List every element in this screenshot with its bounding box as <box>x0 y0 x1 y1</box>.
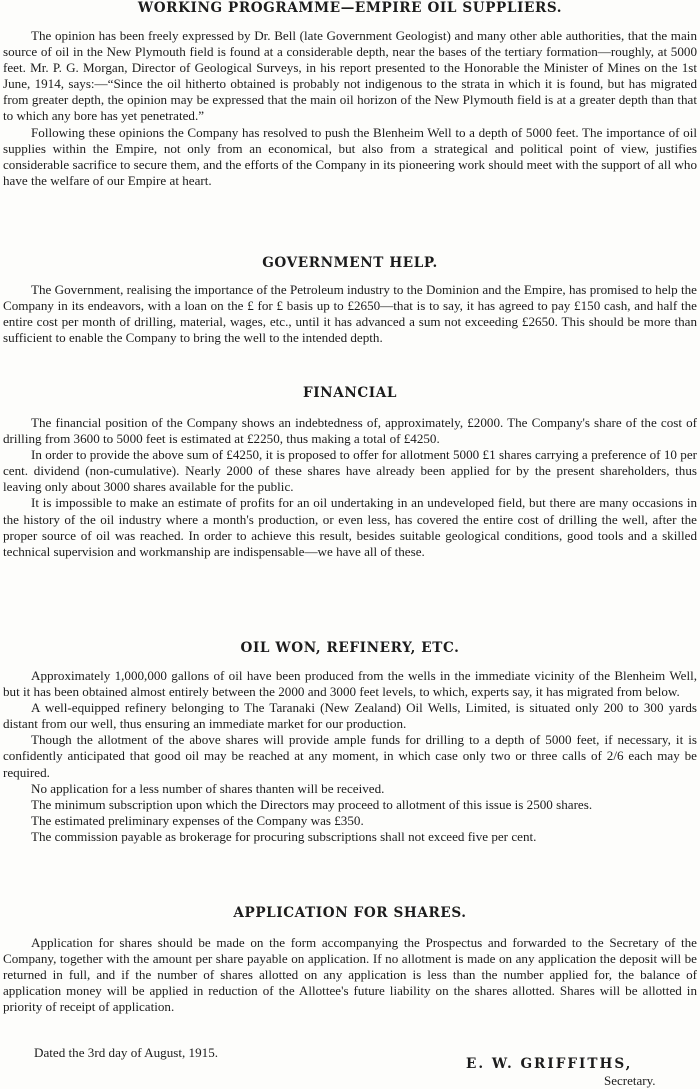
paragraph: The minimum subscription upon which the Directors may proceed to allotment of this issue is 2500 shares. <box>31 796 593 812</box>
paragraph: The commission payable as brokerage for procuring subscriptions shall not exceed five per cent. <box>31 828 537 844</box>
signatory-role: Secretary. <box>604 1073 656 1088</box>
dated-line: Dated the 3rd day of August, 1915. <box>34 1045 219 1060</box>
section-oil-won <box>3 640 697 845</box>
paragraph: No application for a less number of shares thanten will be received. <box>31 780 385 796</box>
signature: E. W. GRIFFITHS, <box>466 1056 633 1072</box>
paragraph: In order to provide the above sum of £4250, it is proposed to offer for allotment 5000 £1 shares carrying a preference of 10 per cent. dividend (non-cumulative). Nearly 2000 of these shares have already been applied for by the present shareholders, thus leaving only about 3000 shares available for the public. <box>3 447 697 495</box>
section-financial <box>3 385 697 560</box>
section-heading: OIL WON, REFINERY, ETC. <box>240 640 460 656</box>
paragraph: Approximately 1,000,000 gallons of oil have been produced from the wells in the immediate vicinity of the Blenheim Well, but it has been obtained almost entirely between the 2000 and 3000 feet levels, to which, experts say, it has migrated from below. <box>3 668 697 700</box>
paragraph: Application for shares should be made on the form accompanying the Prospectus and forwarded to the Secretary of the Company, together with the amount per share payable on application. If no allotment is made on any application the deposit will be returned in full, and if the number of shares allotted on any application is less than the number applied for, the balance of application money will be applied in reduction of the Allottee's future liability on the shares allotted. Shares will be allotted in priority of receipt of application. <box>3 935 697 1015</box>
paragraph: It is impossible to make an estimate of profits for an oil undertaking in an undeveloped field, but there are many occasions in the history of the oil industry where a month's production, or even less, has covered the entire cost of drilling the well, after the proper source of oil was reached. In order to achieve this result, besides suitable geological conditions, good tools and a skilled technical supervision and workmanship are indispensable—we have all of these. <box>3 495 697 559</box>
section-working-programme <box>3 0 697 189</box>
paragraph: The Government, realising the importance of the Petroleum industry to the Dominion and the Empire, has promised to help the Company in its endeavors, with a loan on the £ for £ basis up to £2650—that is to say, it has agreed to pay £150 cash, and half the entire cost per month of drilling, material, wages, etc., until it has advanced a sum not exceeding £2650. This should be more than sufficient to enable the Company to bring the well to the intended depth. <box>3 282 697 346</box>
paragraph: The estimated preliminary expenses of the Company was £350. <box>31 812 364 828</box>
section-application <box>3 905 697 1015</box>
paragraph: The financial position of the Company shows an indebtedness of, approximately, £2000. The Company's share of the cost of drilling from 3600 to 5000 feet is estimated at £2250, thus making a total of £4250. <box>3 415 697 447</box>
section-heading: GOVERNMENT HELP. <box>262 255 438 271</box>
paragraph: Following these opinions the Company has resolved to push the Blenheim Well to a depth of 5000 feet. The importance of oil supplies within the Empire, not only from an economical, but also from a strategical and political point of view, justifies considerable sacrifice to secure them, and the efforts of the Company in its pioneering work should meet with the support of all who have the welfare of our Empire at heart. <box>3 124 697 188</box>
paragraph: The opinion has been freely expressed by Dr. Bell (late Government Geologist) and many other able authorities, that the main source of oil in the New Plymouth field is found at a considerable depth, near the bases of the tertiary formation—roughly, at 5000 feet. Mr. P. G. Morgan, Director of Geological Surveys, in his report presented to the Honorable the Minister of Mines on the 1st June, 1914, says:—“Since the oil hitherto obtained is probably not indigenous to the strata in which it is found, but has migrated from greater depth, the opinion may be expressed that the main oil horizon of the New Plymouth field is at a greater depth than that to which any bore has yet penetrated.” <box>3 28 697 124</box>
paragraph: Though the allotment of the above shares will provide ample funds for drilling to a depth of 5000 feet, if necessary, it is confidently anticipated that good oil may be reached at any moment, in which case only two or three calls of 2/6 each may be required. <box>3 732 697 780</box>
section-heading: WORKING PROGRAMME—EMPIRE OIL SUPPLIERS. <box>137 0 563 16</box>
paragraph: A well-equipped refinery belonging to The Taranaki (New Zealand) Oil Wells, Limited, is situated only 200 to 300 yards distant from our well, thus ensuring an immediate market for our production. <box>3 700 697 732</box>
section-heading: FINANCIAL <box>302 385 398 401</box>
section-heading: APPLICATION FOR SHARES. <box>233 905 467 921</box>
section-government-help <box>3 255 697 346</box>
